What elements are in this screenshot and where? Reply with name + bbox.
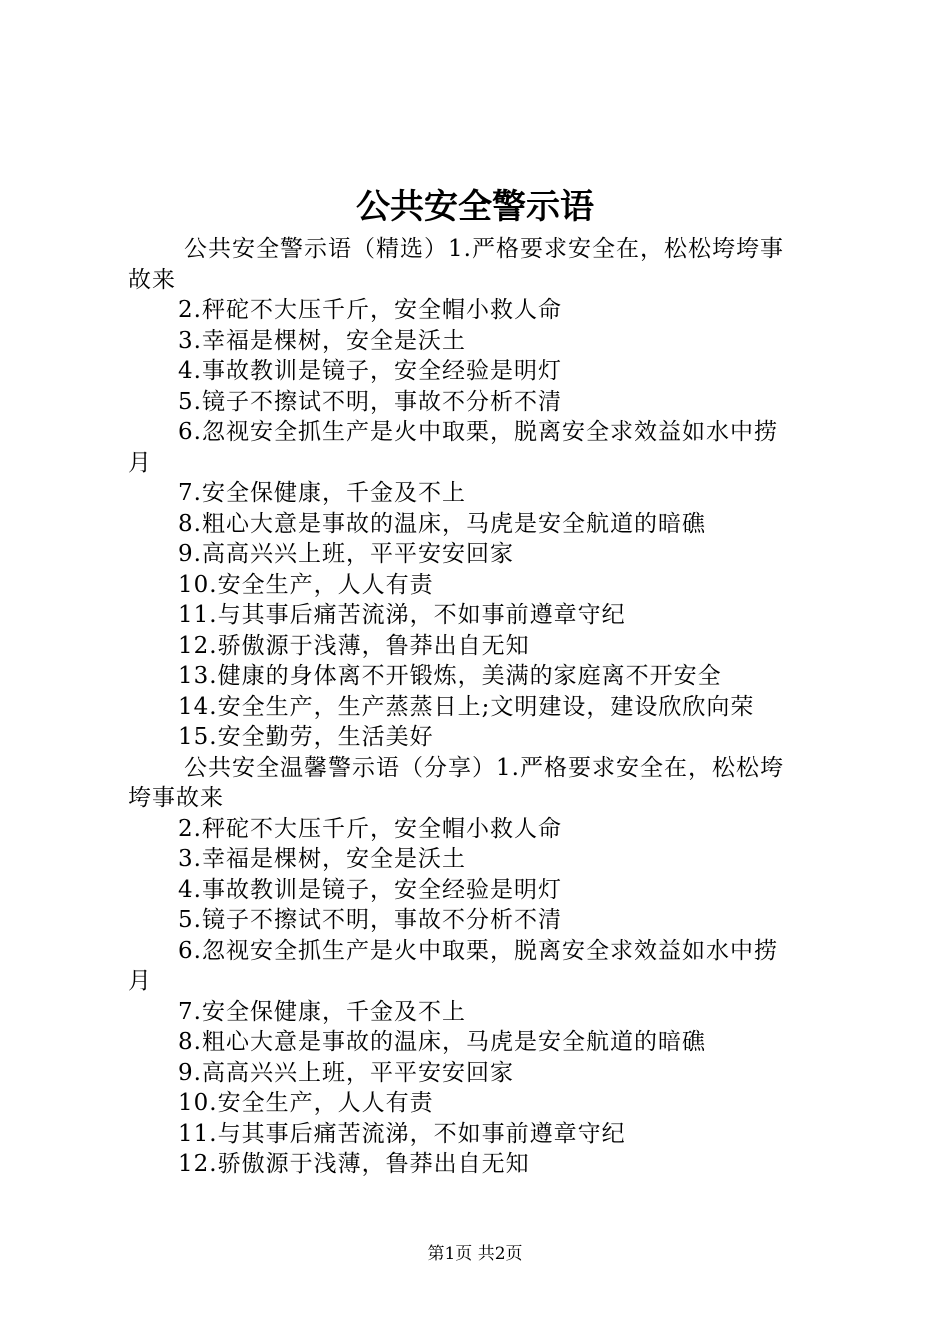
text-line: 故来 xyxy=(128,266,176,293)
text-line: 15.安全勤劳，生活美好 xyxy=(178,724,434,750)
text-line: 垮事故来 xyxy=(128,785,224,811)
text-line: 14.安全生产，生产蒸蒸日上;文明建设，建设欣欣向荣 xyxy=(178,693,755,720)
text-line: 10.安全生产，人人有责 xyxy=(178,1090,434,1116)
text-line: 12.骄傲源于浅薄，鲁莽出自无知 xyxy=(178,1151,530,1177)
text-line: 3.幸福是棵树，安全是沃土 xyxy=(178,846,466,872)
text-line: 7.安全保健康，千金及不上 xyxy=(178,998,466,1025)
text-line: 6.忽视安全抓生产是火中取栗，脱离安全求效益如水中捞 xyxy=(178,419,778,445)
text-line: 公共安全警示语（精选）1.严格要求安全在，松松垮垮事 xyxy=(184,236,784,262)
text-line: 月 xyxy=(128,968,152,994)
text-line: 4.事故教训是镜子，安全经验是明灯 xyxy=(178,358,562,384)
text-line: 2.秤砣不大压千斤，安全帽小救人命 xyxy=(178,297,562,323)
document-title: 公共安全警示语 xyxy=(356,187,594,227)
text-line: 月 xyxy=(128,449,152,476)
text-line: 9.高高兴兴上班，平平安安回家 xyxy=(178,541,514,567)
text-line: 11.与其事后痛苦流涕，不如事前遵章守纪 xyxy=(178,1120,626,1147)
text-line: 11.与其事后痛苦流涕，不如事前遵章守纪 xyxy=(178,602,626,628)
page-footer: 第1页 共2页 xyxy=(427,1244,523,1264)
text-line: 8.粗心大意是事故的温床，马虎是安全航道的暗礁 xyxy=(178,510,706,537)
text-line: 9.高高兴兴上班，平平安安回家 xyxy=(178,1059,514,1086)
document-body xyxy=(128,234,832,1180)
text-line: 4.事故教训是镜子，安全经验是明灯 xyxy=(178,876,562,903)
text-line: 5.镜子不擦试不明，事故不分析不清 xyxy=(178,907,562,933)
text-line: 6.忽视安全抓生产是火中取栗，脱离安全求效益如水中捞 xyxy=(178,937,778,964)
text-line: 公共安全温馨警示语（分享）1.严格要求安全在，松松垮 xyxy=(184,754,784,781)
text-line: 12.骄傲源于浅薄，鲁莽出自无知 xyxy=(178,632,530,659)
text-line: 5.镜子不擦试不明，事故不分析不清 xyxy=(178,388,562,415)
text-line: 13.健康的身体离不开锻炼，美满的家庭离不开安全 xyxy=(178,663,722,689)
text-line: 7.安全保健康，千金及不上 xyxy=(178,480,466,506)
text-line: 3.幸福是棵树，安全是沃土 xyxy=(178,327,466,354)
text-line: 2.秤砣不大压千斤，安全帽小救人命 xyxy=(178,815,562,842)
text-line: 8.粗心大意是事故的温床，马虎是安全航道的暗礁 xyxy=(178,1029,706,1055)
text-line: 10.安全生产，人人有责 xyxy=(178,571,434,598)
